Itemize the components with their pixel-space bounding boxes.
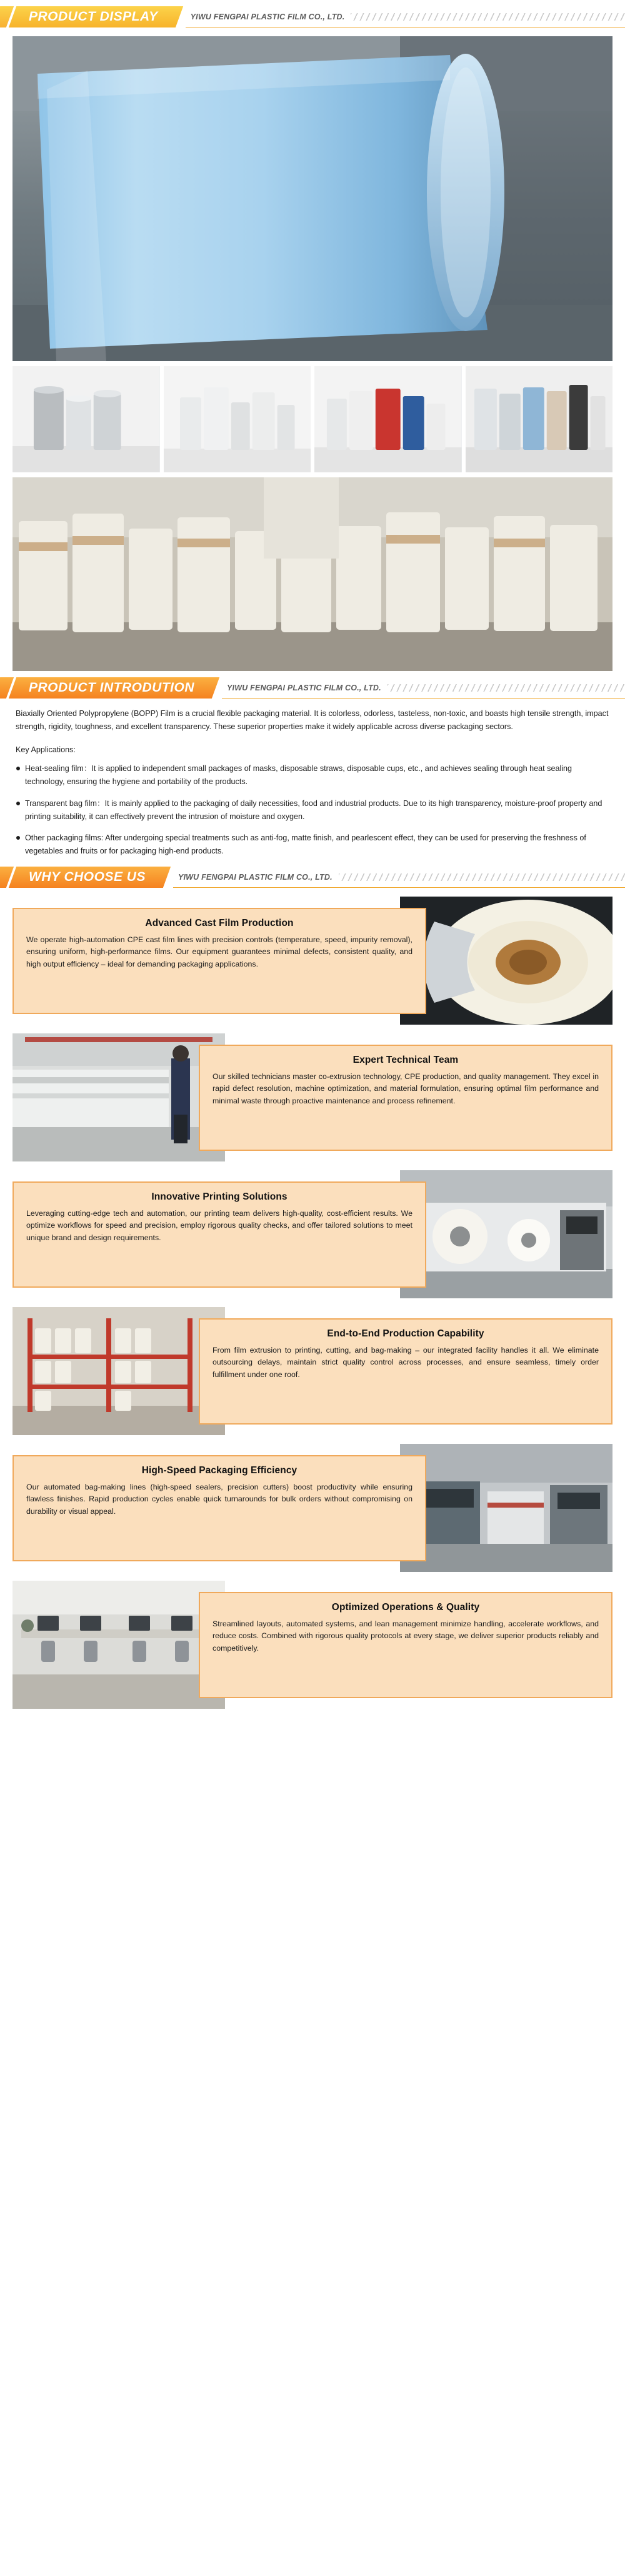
section-title-block: [9, 867, 171, 888]
header-rule: [173, 887, 625, 888]
product-thumb-3: [314, 366, 462, 472]
product-thumb-1: [12, 366, 160, 472]
section-title: WHY CHOOSE US: [29, 869, 146, 884]
feature-title: End-to-End Production Capability: [327, 1328, 484, 1339]
hero-product-photo: [12, 36, 612, 361]
intro-lead-paragraph: Biaxially Oriented Polypropylene (BOPP) Film is a crucial flexible packaging material. It is colorless, odorless, tasteless, non-toxic, and boasts high tensile strength, impact strength, rigidity, toughness, and excellent transparency. These superior properties make it widely applicable across diverse packaging sectors.: [16, 709, 609, 731]
hatch-pattern-icon: [388, 684, 625, 692]
feature-body: Leveraging cutting-edge tech and automation, our printing team delivers high-quality, cost-efficient results. We optimize workflows for speed and precision, employ rigorous quality checks, and offer tailored solutions to meet unique brand and design requirements.: [26, 1208, 412, 1243]
feature-text-card: [12, 1181, 426, 1288]
feature-title: Optimized Operations & Quality: [331, 1601, 480, 1613]
feature-text-card: [12, 908, 426, 1014]
feature-title: Expert Technical Team: [352, 1054, 459, 1065]
feature-text-card: [12, 1455, 426, 1561]
section-header-product-display: [0, 6, 625, 27]
feature-photo-factory-floor-machines: [400, 1444, 612, 1572]
header-rule: [222, 698, 625, 699]
section-header-product-introduction: [0, 677, 625, 699]
feature-text-card: [199, 1592, 612, 1698]
section-header-right: [216, 677, 625, 699]
company-name: YIWU FENGPAI PLASTIC FILM CO., LTD.: [178, 872, 332, 882]
feature-title: Advanced Cast Film Production: [145, 917, 294, 928]
feature-photo-printing-machine: [400, 1170, 612, 1298]
feature-photo-office-workstations: [12, 1581, 225, 1709]
feature-card-2: [12, 1033, 612, 1161]
feature-body: Our skilled technicians master co-extrusion technology, CPE production, and quality management. They excel in rapid defect resolution, machine optimization, and material formulation, ensuring optimal film performance and minimal waste through proactive maintenance and process refinement.: [212, 1072, 599, 1106]
feature-body: Streamlined layouts, automated systems, and lean management minimize handling, accelerate workflows, and reduce costs. Combined with rigorous quality protocols at every stage, we deliver superior products reliably and competitively.: [212, 1619, 599, 1653]
section-header-right: [167, 867, 625, 888]
product-introduction-text: [16, 707, 609, 858]
feature-body: Our automated bag-making lines (high-speed sealers, precision cutters) boost productivity while ensuring flawless finishes. Rapid production cycles enable quick turnarounds for bulk orders without compromising on durability or visual appeal.: [26, 1482, 412, 1516]
feature-photo-warehouse-racks: [12, 1307, 225, 1435]
feature-card-3: [12, 1170, 612, 1298]
section-header-why-choose-us: [0, 867, 625, 888]
feature-text-card: [199, 1318, 612, 1425]
feature-photo-film-roll-closeup: [400, 897, 612, 1025]
feature-title: High-Speed Packaging Efficiency: [141, 1465, 298, 1476]
feature-card-1: [12, 897, 612, 1025]
section-title: PRODUCT INTRODUTION: [29, 680, 194, 695]
warehouse-rolls-photo: [12, 477, 612, 671]
feature-body: From film extrusion to printing, cutting, and bag-making – our integrated facility handles it all. We eliminate outsourcing delays, maintain strict quality control across processes, and ensure seamless, timely order fulfillment under one roof.: [212, 1345, 599, 1380]
list-item: Heat-sealing film：It is applied to independent small packages of masks, disposable straws, disposable cups, etc., and achieves sealing through heat sealing technology, ensuring the hygiene and portability of the products.: [16, 762, 609, 788]
list-item: Other packaging films: After undergoing special treatments such as anti-fog, matte finish, and pearlescent effect, they can be used for preserving the freshness of vegetables and fruits or for packaging high-end products.: [16, 832, 609, 858]
section-title-block: [9, 677, 219, 699]
product-detail-page: [0, 6, 625, 1730]
feature-text-card: [199, 1045, 612, 1151]
section-title: PRODUCT DISPLAY: [29, 9, 158, 24]
feature-card-6: [12, 1581, 612, 1709]
intro-kicker: Key Applications:: [16, 745, 76, 754]
product-thumbnail-grid: [12, 366, 612, 472]
company-name: YIWU FENGPAI PLASTIC FILM CO., LTD.: [190, 12, 345, 21]
list-item: Transparent bag film：It is mainly applied to the packaging of daily necessities, food and industrial products. Due to its high transparency, moisture-proof property and printing suitability, it can effectively prevent the intrusion of moisture and oxygen.: [16, 797, 609, 823]
feature-photo-technician-at-machine: [12, 1033, 225, 1161]
feature-card-4: [12, 1307, 612, 1435]
product-thumb-2: [164, 366, 311, 472]
product-thumb-4: [466, 366, 613, 472]
section-header-right: [179, 6, 625, 27]
application-list: [16, 762, 609, 858]
feature-body: We operate high-automation CPE cast film lines with precision controls (temperature, speed, impurity removal), ensuring uniform, high-performance films. Our equipment guarantees minimal defects, consistent quality, and high output efficiency – ideal for demanding packaging applications.: [26, 935, 412, 969]
hatch-pattern-icon: [351, 13, 625, 21]
feature-title: Innovative Printing Solutions: [151, 1191, 288, 1202]
feature-card-5: [12, 1444, 612, 1572]
hatch-pattern-icon: [339, 873, 625, 881]
company-name: YIWU FENGPAI PLASTIC FILM CO., LTD.: [227, 684, 381, 692]
section-title-block: [9, 6, 183, 27]
